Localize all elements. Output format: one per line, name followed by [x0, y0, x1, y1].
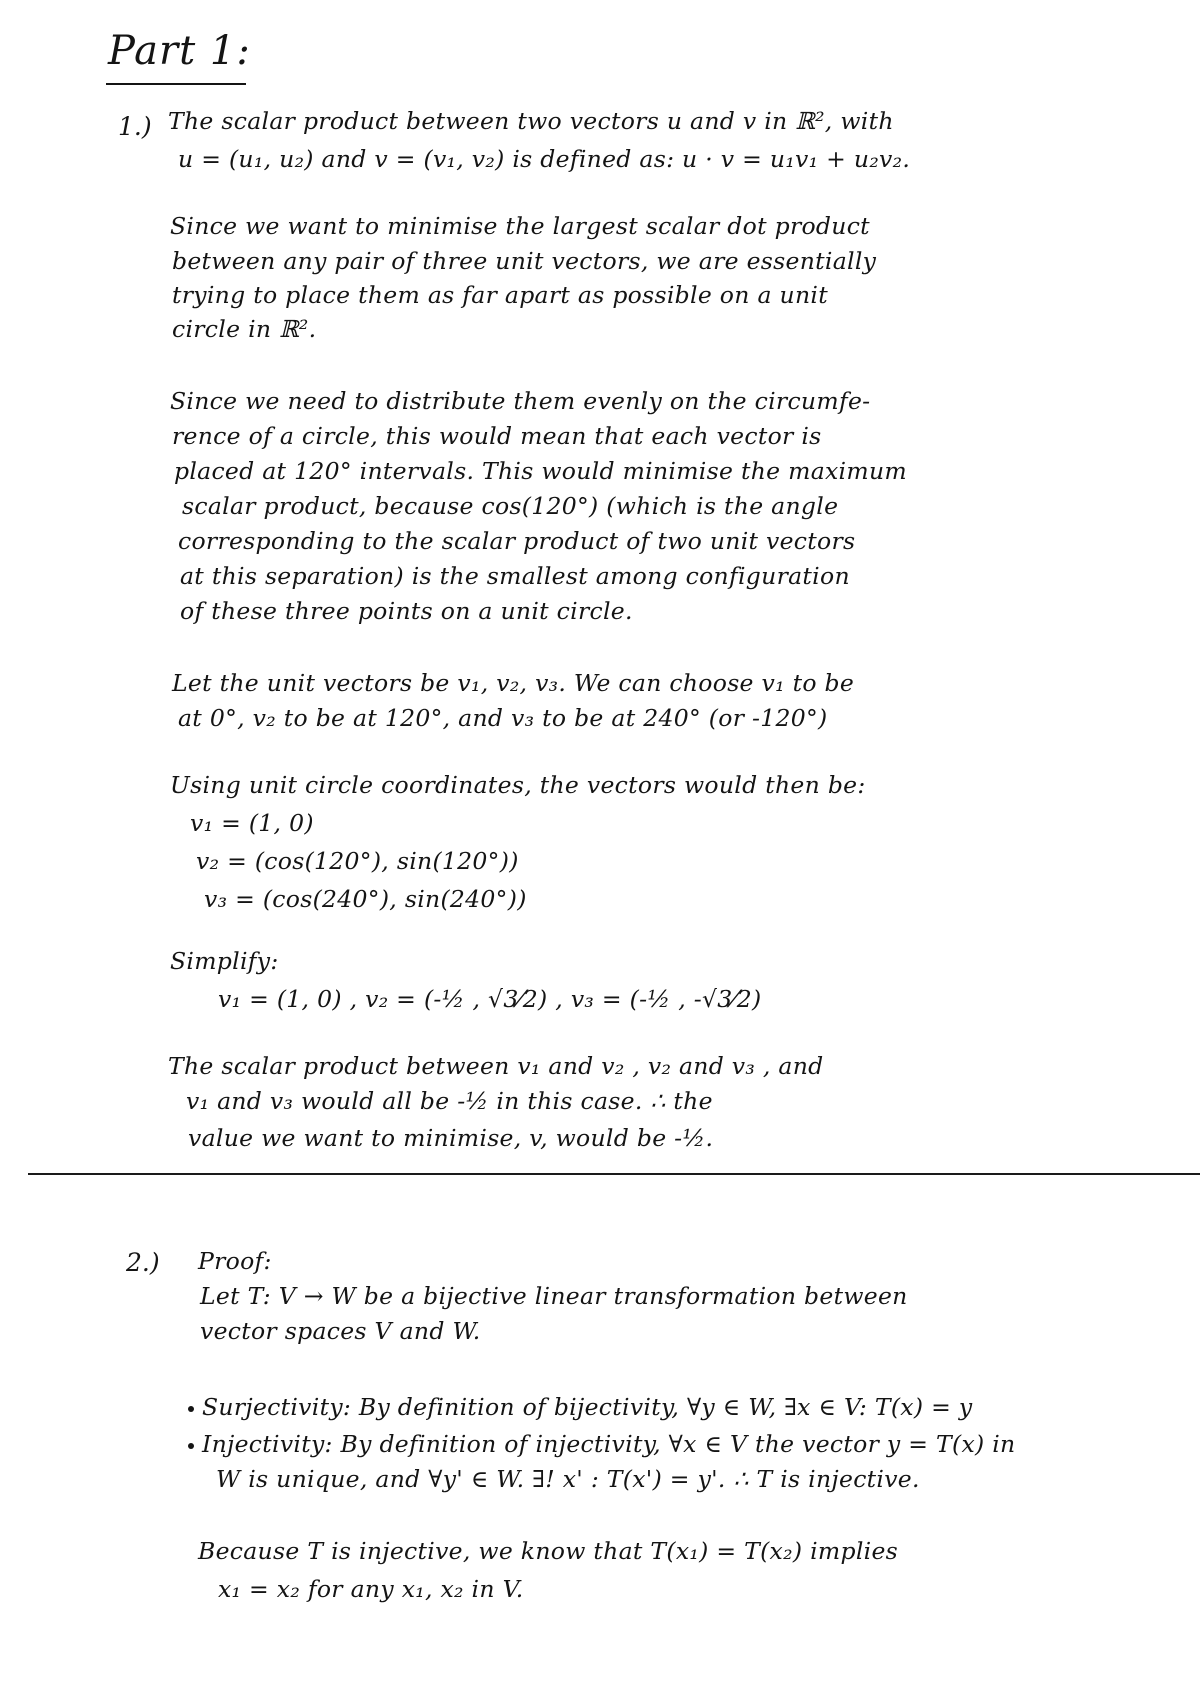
section-divider [28, 1173, 1200, 1175]
q2-line: Surjectivity: By definition of bijectivity, ∀y ∈ W, ∃x ∈ V: T(x) = y [202, 1393, 973, 1421]
q1-line: v₁ = (1, 0) , v₂ = (-½ , √3⁄2) , v₃ = (-½ , -√3⁄2) [218, 985, 762, 1013]
q1-line: at 0°, v₂ to be at 120°, and v₃ to be at 240° (or -120°) [178, 704, 828, 732]
q2-line: Proof: [198, 1247, 272, 1275]
q1-line: v₂ = (cos(120°), sin(120°)) [196, 847, 519, 875]
q2-line: W is unique, and ∀y' ∈ W. ∃! x' : T(x') = y'. ∴ T is injective. [216, 1465, 920, 1493]
q1-line: The scalar product between two vectors u and v in ℝ², with [168, 107, 894, 135]
q1-line: rence of a circle, this would mean that each vector is [172, 422, 822, 450]
q2-line: Let T: V → W be a bijective linear transformation between [200, 1282, 908, 1310]
q2-line: Because T is injective, we know that T(x₁) = T(x₂) implies [198, 1537, 899, 1565]
q1-line: between any pair of three unit vectors, we are essentially [172, 247, 877, 275]
bullet-icon [188, 1443, 194, 1449]
q1-line: Simplify: [170, 947, 279, 975]
q2-line: vector spaces V and W. [200, 1317, 481, 1345]
q1-line: value we want to minimise, v, would be -½. [188, 1124, 714, 1152]
q1-line: at this separation) is the smallest among configuration [180, 562, 850, 590]
q2-bullet-injectivity [188, 1430, 1016, 1458]
q1-line: v₁ = (1, 0) [190, 809, 314, 837]
q1-line: Let the unit vectors be v₁, v₂, v₃. We can choose v₁ to be [172, 669, 855, 697]
q1-line: The scalar product between v₁ and v₂ , v₂ and v₃ , and [168, 1052, 824, 1080]
q1-line: of these three points on a unit circle. [180, 597, 633, 625]
q1-line: trying to place them as far apart as possible on a unit [172, 281, 828, 309]
q1-line: u = (u₁, u₂) and v = (v₁, v₂) is defined as: u · v = u₁v₁ + u₂v₂. [178, 145, 911, 173]
q1-line: scalar product, because cos(120°) (which is the angle [182, 492, 839, 520]
q1-line: Since we want to minimise the largest scalar dot product [170, 212, 870, 240]
q1-line: Using unit circle coordinates, the vectors would then be: [170, 771, 866, 799]
question-2-number: 2.) [126, 1248, 160, 1277]
question-1-number: 1.) [118, 112, 152, 141]
q2-bullet-surjectivity [188, 1393, 973, 1421]
q1-line: placed at 120° intervals. This would minimise the maximum [174, 457, 907, 485]
q2-line: Injectivity: By definition of injectivity, ∀x ∈ V the vector y = T(x) in [202, 1430, 1016, 1458]
q1-line: corresponding to the scalar product of two unit vectors [178, 527, 856, 555]
bullet-icon [188, 1406, 194, 1412]
q1-line: Since we need to distribute them evenly on the circumfe- [170, 387, 871, 415]
q2-line: x₁ = x₂ for any x₁, x₂ in V. [218, 1575, 524, 1603]
q1-line: circle in ℝ². [172, 315, 317, 343]
q1-line: v₃ = (cos(240°), sin(240°)) [204, 885, 527, 913]
q1-line: v₁ and v₃ would all be -½ in this case. ∴ the [186, 1087, 713, 1115]
page-heading: Part 1: [108, 28, 251, 74]
heading-underline [106, 83, 246, 85]
